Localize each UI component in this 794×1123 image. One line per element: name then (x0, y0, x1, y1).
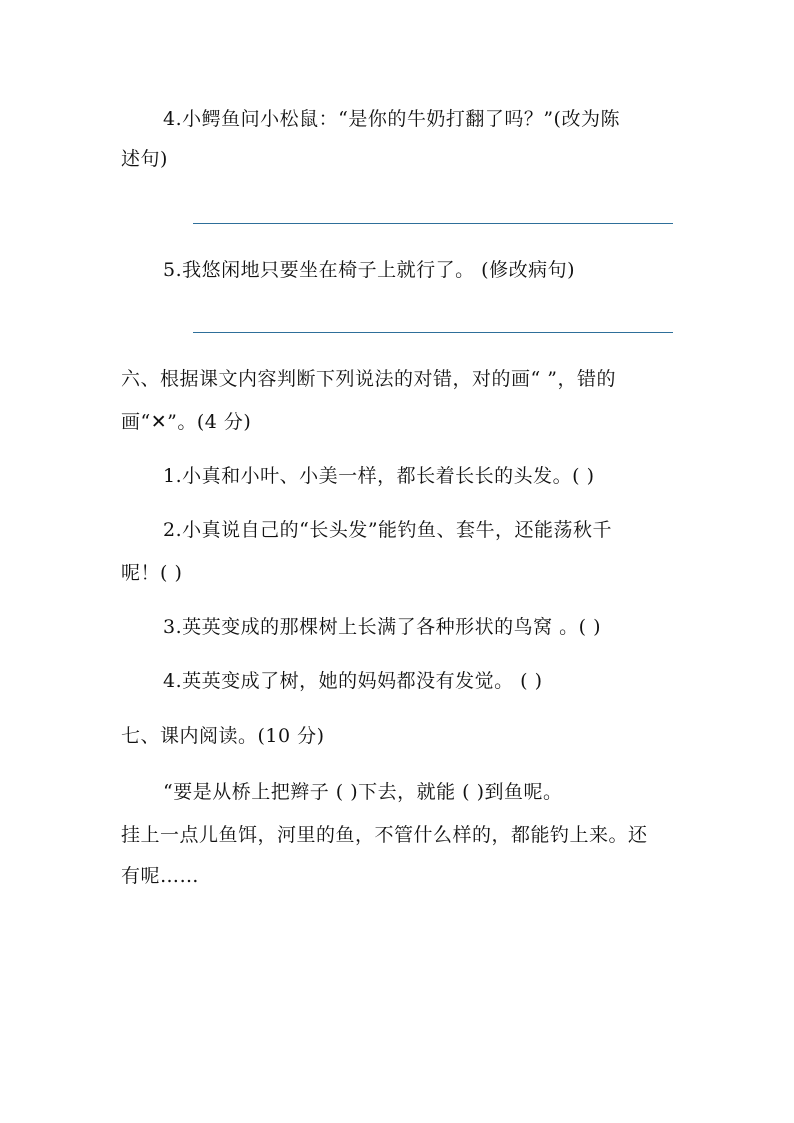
q5-item4-line1: 4.小鳄鱼问小松鼠：“是你的牛奶打翻了吗？”(改为陈 (163, 108, 620, 130)
q7-passage-line2: 挂上一点儿鱼饵，河里的鱼，不管什么样的，都能钓上来。还 (121, 824, 648, 846)
q6-item-4: 4.英英变成了树，她的妈妈都没有发觉。 ( ) (163, 670, 543, 692)
q5-item5: 5.我悠闲地只要坐在椅子上就行了。 (修改病句) (163, 259, 575, 281)
q5-item4-line2: 述句) (121, 148, 168, 170)
q7-heading: 七、课内阅读。(10 分) (121, 725, 325, 747)
q5-item4-answer-line (193, 223, 673, 224)
q6-item-2-line2: 呢！( ) (121, 562, 183, 584)
q6-item-1: 1.小真和小叶、小美一样，都长着长长的头发。( ) (163, 465, 595, 487)
q7-passage-line3: 有呢…… (121, 865, 200, 887)
q7-passage-line1: “要是从桥上把辫子 ( )下去，就能 ( )到鱼呢。 (163, 781, 563, 803)
q5-item5-answer-line (193, 332, 673, 333)
q6-heading-line1: 六、根据课文内容判断下列说法的对错，对的画“ ”，错的 (121, 368, 616, 390)
q6-item-3: 3.英英变成的那棵树上长满了各种形状的鸟窝 。( ) (163, 616, 602, 638)
q6-heading-line2: 画“✕”。(4 分) (121, 411, 252, 433)
q6-item-2-line1: 2.小真说自己的“长头发”能钓鱼、套牛，还能荡秋千 (163, 519, 613, 541)
